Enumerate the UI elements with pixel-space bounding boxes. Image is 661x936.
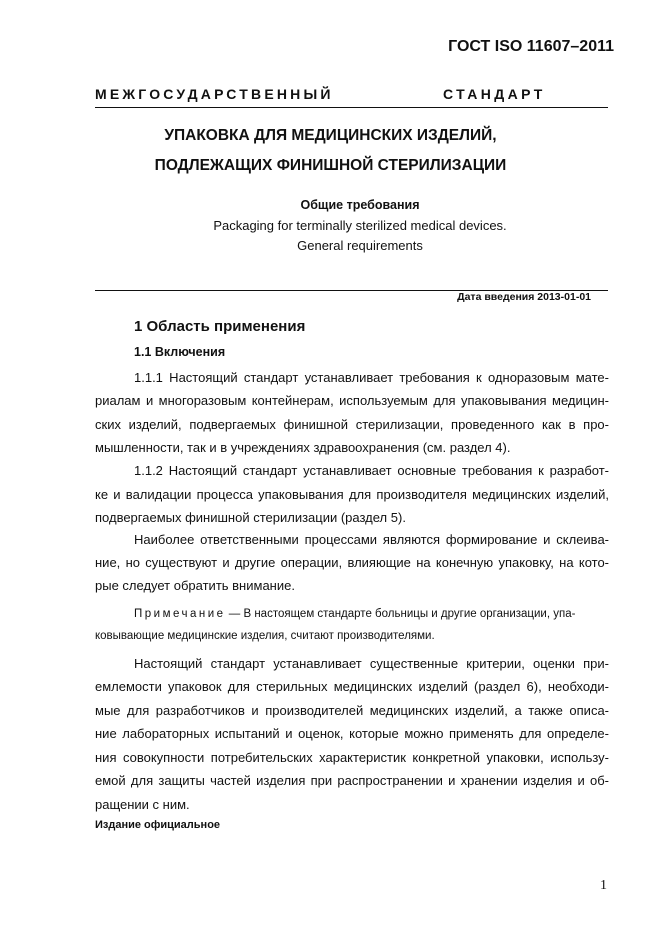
paragraph-line: ских изделий, подвергаемых финишной стерилизации, проведенного как в про- <box>95 417 609 432</box>
paragraph-line: Настоящий стандарт устанавливает существенные критерии, оценки при- <box>134 656 609 671</box>
paragraph-line: ние лабораторных испытаний и оценок, которые можно применять для определе- <box>95 726 609 741</box>
paragraph-line: ние, но существуют и другие операции, влияющие на конечную упаковку, на кото- <box>95 555 609 570</box>
subsection-heading: 1.1 Включения <box>134 345 226 359</box>
paragraph-line: ращении с ним. <box>95 797 190 812</box>
standard-label: СТАНДАРТ <box>443 86 546 102</box>
paragraph-line: ке и валидации процесса упаковывания для производителя медицинских изделий, <box>95 487 609 502</box>
paragraph-line: емой для защиты частей изделия при распространении и хранении изделия и об- <box>95 773 609 788</box>
paragraph-line: Наиболее ответственными процессами являются формирование и склеива- <box>134 532 609 547</box>
paragraph-line: ния совокупности потребительских характеристик конкретной упаковки, использу- <box>95 750 609 765</box>
interstate-label: МЕЖГОСУДАРСТВЕННЫЙ <box>95 86 334 102</box>
note-line-1 <box>134 605 609 623</box>
paragraph-line: мышленности, так и в учреждениях здравоохранения (см. раздел 4). <box>95 440 511 455</box>
title-line-2: ПОДЛЕЖАЩИХ ФИНИШНОЙ СТЕРИЛИЗАЦИИ <box>154 157 507 174</box>
paragraph-line: рые следует обратить внимание. <box>95 578 295 593</box>
note-line-2: ковывающие медицинские изделия, считают производителями. <box>95 630 435 642</box>
edition-label: Издание официальное <box>95 819 221 831</box>
subtitle: Общие требования <box>300 198 420 212</box>
english-title-line-2: General requirements <box>297 238 423 253</box>
note-label: Примечание <box>134 608 226 620</box>
paragraph-line: риалам и многоразовым контейнерам, используемым для упаковывания медицин- <box>95 393 609 408</box>
document-number: ГОСТ ISO 11607–2011 <box>448 38 614 55</box>
section-heading: 1 Область применения <box>134 318 306 335</box>
header-rule <box>95 107 608 108</box>
paragraph-line: мые для разработчиков и производителей медицинских изделий, а также описа- <box>95 703 609 718</box>
paragraph-line: 1.1.1 Настоящий стандарт устанавливает требования к одноразовым мате- <box>134 370 609 385</box>
paragraph-line: подвергаемых финишной стерилизации (раздел 5). <box>95 510 406 525</box>
page-number: 1 <box>600 878 607 893</box>
paragraph-line: емлемости упаковок для стерильных медицинских изделий (раздел 6), необходи- <box>95 679 609 694</box>
title-line-1: УПАКОВКА ДЛЯ МЕДИЦИНСКИХ ИЗДЕЛИЙ, <box>164 127 497 144</box>
introduction-date: Дата введения 2013-01-01 <box>457 291 591 303</box>
paragraph-line: 1.1.2 Настоящий стандарт устанавливает основные требования к разработ- <box>134 463 609 478</box>
note-text: — В настоящем стандарте больницы и другие организации, упа- <box>225 608 576 620</box>
english-title-line-1: Packaging for terminally sterilized medical devices. <box>213 218 507 233</box>
